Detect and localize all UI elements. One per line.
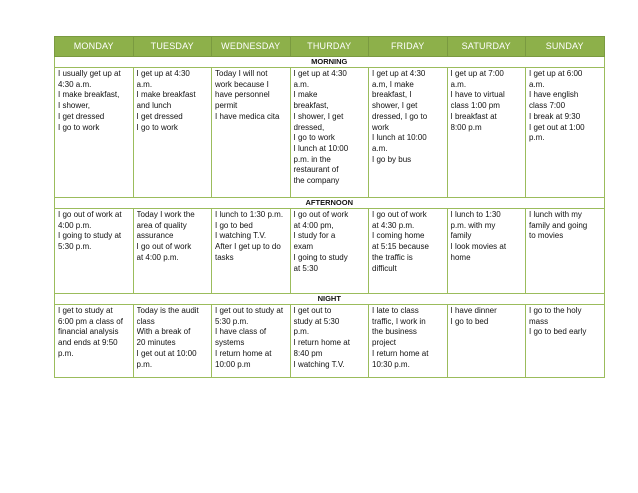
cell-text-line: I return home at (372, 348, 429, 358)
cell-text-line: I lunch to 1:30 (450, 210, 501, 219)
cell-morning-monday (55, 68, 134, 198)
cell-text-line: restaurant of (293, 165, 339, 175)
cell-text-line: 10:00 p.m (215, 359, 251, 369)
cell-text-line: exam (293, 242, 314, 252)
cell-text-line: I breakfast at (450, 111, 497, 121)
schedule-row-night (55, 305, 605, 378)
section-title-afternoon: AFTERNOON (55, 198, 605, 209)
cell-afternoon-tuesday (133, 209, 212, 294)
cell-text-line: I go by bus (372, 154, 412, 164)
cell-text-line: I watching T.V. (293, 359, 345, 369)
cell-text-line: 20 minutes (136, 338, 176, 348)
day-header-wednesday: WEDNESDAY (212, 37, 291, 57)
cell-text-line: I go to the holy (529, 306, 582, 315)
cell-text-line: After I get up to do (215, 242, 281, 252)
cell-text-line: a.m. (372, 143, 388, 153)
cell-text-line: I get up at 4:30 (293, 69, 347, 78)
cell-text-line: I have class of (215, 327, 267, 337)
cell-text-line: home (450, 252, 471, 262)
cell-text-line: a.m. (293, 79, 310, 89)
cell-text-line: a.m. (529, 79, 545, 89)
cell-night-monday (55, 305, 134, 378)
cell-text-line: and ends at 9:50 (58, 338, 118, 348)
cell-text-line: I coming home (372, 231, 425, 241)
cell-text-line: I late to class (372, 306, 419, 315)
cell-text-line: I get up at 4:30 (372, 69, 426, 78)
cell-text-line: a.m. (450, 79, 467, 89)
section-title-morning: MORNING (55, 57, 605, 68)
cell-text-line: I have english (529, 90, 579, 100)
day-header-thursday: THURDAY (290, 37, 369, 57)
cell-text-line: I get out to (293, 306, 332, 315)
day-header-friday: FRIDAY (369, 37, 448, 57)
cell-text-line: I get up at 7:00 (450, 69, 504, 78)
cell-text-line: at 5:15 because (372, 242, 429, 252)
cell-text-line: I return home at (293, 338, 350, 348)
cell-night-wednesday (212, 305, 291, 378)
cell-afternoon-monday (55, 209, 134, 294)
cell-text-line: I go to bed (215, 220, 253, 230)
cell-text-line: I make breakfast (136, 90, 196, 100)
cell-night-tuesday (133, 305, 212, 378)
cell-night-thursday (290, 305, 369, 378)
cell-text-line: I go to bed early (529, 327, 587, 337)
cell-text-line: I get dressed (58, 111, 105, 121)
cell-morning-wednesday (212, 68, 291, 198)
cell-text-line: I get dressed (136, 111, 183, 121)
cell-text-line: a.m. (136, 79, 153, 89)
cell-text-line: I watching T.V. (215, 231, 267, 241)
cell-text-line: mass (529, 316, 549, 326)
cell-text-line: family and going (529, 220, 588, 230)
cell-text-line: dressed, (293, 122, 325, 132)
cell-text-line: I go out of work (293, 210, 349, 219)
cell-afternoon-wednesday (212, 209, 291, 294)
cell-text-line: dressed, I go to (372, 111, 428, 121)
cell-text-line: I going to study at (58, 231, 122, 241)
cell-text-line: I get out at 10:00 (136, 348, 197, 358)
section-header-row (55, 198, 605, 209)
cell-text-line: shower, I get (372, 101, 418, 111)
cell-text-line: tasks (215, 252, 234, 262)
cell-text-line: With a break of (136, 327, 191, 337)
cell-text-line: I go to work (136, 122, 178, 132)
cell-text-line: 4:30 a.m. (58, 79, 92, 89)
cell-text-line: at 4:30 p.m. (372, 220, 415, 230)
cell-text-line: 6:00 pm a class of (58, 316, 123, 326)
cell-text-line: breakfast, (293, 101, 329, 111)
cell-text-line: I go out of work at (58, 210, 122, 219)
cell-text-line: have personnel (215, 90, 270, 100)
cell-text-line: a.m, I make (372, 79, 414, 89)
cell-text-line: at 4:00 p.m. (136, 252, 179, 262)
cell-text-line: 8:40 pm (293, 348, 323, 358)
cell-text-line: the business (372, 327, 417, 337)
cell-text-line: I shower, I get (293, 111, 344, 121)
cell-afternoon-sunday (526, 209, 605, 294)
cell-afternoon-friday (369, 209, 448, 294)
cell-text-line: I going to study (293, 252, 348, 262)
cell-text-line: I get up at 6:00 (529, 69, 583, 78)
cell-text-line: the company (293, 176, 340, 186)
cell-text-line: project (372, 338, 397, 348)
cell-text-line: and lunch (136, 101, 172, 111)
cell-text-line: study at 5:30 (293, 316, 340, 326)
weekly-schedule-table (54, 36, 605, 378)
day-header-row (55, 37, 605, 57)
cell-text-line: I get to study at (58, 306, 113, 315)
day-header-saturday: SATURDAY (447, 37, 526, 57)
cell-text-line: p.m. in the (293, 154, 331, 164)
cell-night-friday (369, 305, 448, 378)
cell-text-line: p.m. (529, 133, 545, 143)
cell-text-line: I go to work (293, 133, 335, 143)
cell-text-line: I lunch to 1:30 p.m. (215, 210, 284, 219)
cell-text-line: p.m. (58, 348, 74, 358)
cell-text-line: 4:00 p.m. (58, 220, 92, 230)
cell-text-line: I have to virtual (450, 90, 505, 100)
section-title-night: NIGHT (55, 294, 605, 305)
cell-text-line: class (136, 316, 155, 326)
cell-text-line: 8:00 p.m (450, 122, 482, 132)
cell-text-line: I shower, (58, 101, 91, 111)
cell-text-line: traffic, I work in (372, 316, 426, 326)
section-header-row (55, 57, 605, 68)
day-header-sunday: SUNDAY (526, 37, 605, 57)
cell-text-line: assurance (136, 231, 174, 241)
cell-text-line: I break at 9:30 (529, 111, 581, 121)
cell-text-line: family (450, 231, 472, 241)
cell-text-line: Today is the audit (136, 306, 199, 315)
schedule-body (55, 57, 605, 378)
cell-text-line: I go out of work (136, 242, 192, 252)
day-header-monday: MONDAY (55, 37, 134, 57)
cell-text-line: I study for a (293, 231, 336, 241)
cell-text-line: p.m. (136, 359, 153, 369)
cell-text-line: to movies (529, 231, 564, 241)
cell-text-line: I have dinner (450, 306, 497, 315)
cell-morning-tuesday (133, 68, 212, 198)
day-header-tuesday: TUESDAY (133, 37, 212, 57)
section-header-row (55, 294, 605, 305)
cell-text-line: 5:30 p.m. (215, 316, 249, 326)
cell-text-line: I make breakfast, (58, 90, 120, 100)
cell-text-line: work (372, 122, 389, 132)
cell-text-line: class 1:00 pm (450, 101, 500, 111)
cell-text-line: I lunch with my (529, 210, 582, 219)
cell-text-line: I return home at (215, 348, 272, 358)
schedule-row-morning (55, 68, 605, 198)
cell-text-line: I usually get up at (58, 69, 121, 78)
cell-text-line: 5:30 p.m. (58, 242, 92, 252)
cell-afternoon-thursday (290, 209, 369, 294)
cell-text-line: Today I work the (136, 210, 195, 219)
cell-text-line: at 4:00 pm, (293, 220, 334, 230)
cell-text-line: permit (215, 101, 238, 111)
cell-text-line: the traffic is (372, 252, 413, 262)
cell-text-line: area of quality (136, 220, 187, 230)
cell-text-line: financial analysis (58, 327, 119, 337)
cell-text-line: breakfast, I (372, 90, 412, 100)
cell-text-line: at 5:30 (293, 263, 318, 273)
cell-text-line: Today I will not (215, 69, 268, 78)
cell-text-line: I lunch at 10:00 (293, 143, 349, 153)
cell-afternoon-saturday (447, 209, 526, 294)
cell-text-line: systems (215, 338, 245, 348)
cell-night-saturday (447, 305, 526, 378)
cell-text-line: p.m. with my (450, 220, 496, 230)
cell-text-line: I have medica cita (215, 111, 280, 121)
cell-text-line: I get out at 1:00 (529, 122, 585, 132)
cell-night-sunday (526, 305, 605, 378)
cell-text-line: p.m. (293, 327, 310, 337)
cell-morning-thursday (290, 68, 369, 198)
cell-text-line: work because I (215, 79, 269, 89)
cell-text-line: class 7:00 (529, 101, 566, 111)
cell-text-line: I go to bed (450, 316, 489, 326)
cell-text-line: I go to work (58, 122, 100, 132)
cell-text-line: I look movies at (450, 242, 507, 252)
cell-text-line: I make (293, 90, 318, 100)
cell-text-line: I go out of work (372, 210, 427, 219)
schedule-row-afternoon (55, 209, 605, 294)
cell-text-line: 10:30 p.m. (372, 359, 410, 369)
cell-morning-saturday (447, 68, 526, 198)
cell-morning-friday (369, 68, 448, 198)
cell-text-line: I get up at 4:30 (136, 69, 190, 78)
cell-text-line: I get out to study at (215, 306, 284, 315)
cell-morning-sunday (526, 68, 605, 198)
cell-text-line: I lunch at 10:00 (372, 133, 427, 143)
cell-text-line: difficult (372, 263, 397, 273)
